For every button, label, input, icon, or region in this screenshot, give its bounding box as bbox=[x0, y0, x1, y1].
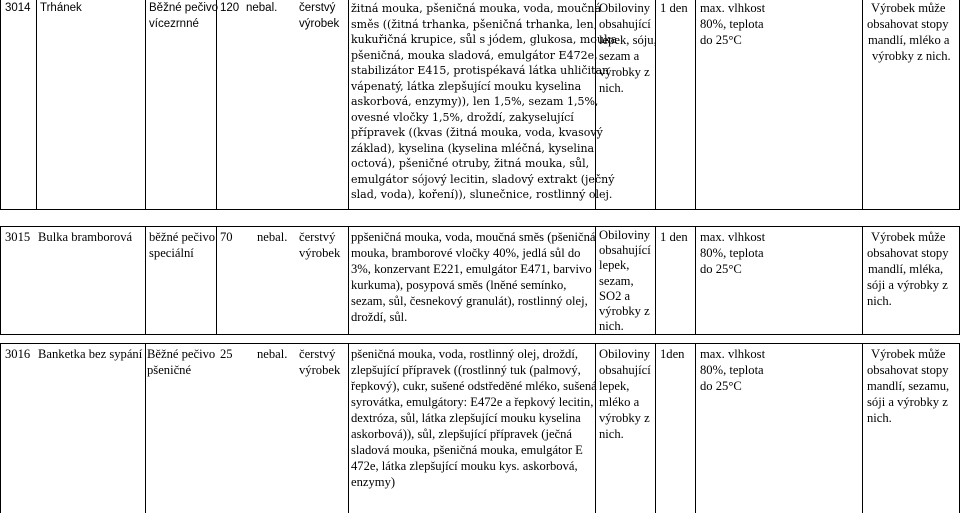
shelf-life: 1 den bbox=[660, 230, 688, 244]
storage-line: max. vlhkost bbox=[700, 347, 766, 361]
allergens-line: lepek, sóju, bbox=[599, 33, 657, 47]
packaging-cell bbox=[243, 226, 290, 335]
storage-line: do 25°C bbox=[700, 262, 742, 276]
may-contain-cell bbox=[862, 0, 960, 210]
may-contain-line: mandlí, sezamu, bbox=[867, 379, 950, 393]
may-contain-line: sóji a výrobky z bbox=[867, 278, 948, 292]
may-contain-line: nich. bbox=[867, 411, 892, 425]
allergens-line: Obiloviny bbox=[599, 228, 651, 242]
product-code: 3014 bbox=[5, 2, 31, 14]
ingredients-line: dextróza, sůl, látka zlepšující mouku kyselina bbox=[351, 411, 581, 425]
table-row bbox=[0, 343, 960, 513]
ingredients-line: sezam, sůl, česnekový granulát), rostlinný olej, bbox=[351, 294, 588, 308]
packaging-cell bbox=[243, 343, 290, 513]
ingredients-line: emulgátor sójový lecitin, sladový extrakt (ječný bbox=[351, 172, 615, 186]
weight-cell bbox=[216, 0, 243, 210]
filler-cell bbox=[767, 0, 862, 210]
storage-cell bbox=[695, 0, 767, 210]
may-contain-line: výrobky z nich. bbox=[872, 49, 951, 63]
ingredients-line: stabilizátor E415, protispékavá látka uhličitan bbox=[351, 64, 610, 77]
category-line: pšeničné bbox=[147, 363, 192, 377]
allergens-line: obsahující bbox=[599, 363, 651, 377]
allergens-line: obsahující bbox=[599, 243, 651, 258]
allergens-line: Obiloviny bbox=[599, 1, 651, 15]
ingredients-line: řepkový), cukr, sušené odstředěné mléko, sušená bbox=[351, 379, 597, 393]
allergens-line: sezam, bbox=[599, 273, 634, 288]
allergens-line: obsahující bbox=[599, 17, 651, 31]
ingredients-line: slad, voda), koření)), slunečnice, rostlinný olej. bbox=[351, 188, 613, 201]
may-contain-line: sóji a výrobky z bbox=[867, 395, 948, 409]
may-contain-cell bbox=[862, 226, 960, 335]
may-contain-line: Výrobek může bbox=[871, 347, 946, 361]
packaging: nebal. bbox=[257, 230, 288, 244]
may-contain-line: Výrobek může bbox=[871, 1, 946, 15]
name-cell bbox=[36, 226, 145, 335]
weight: 120 bbox=[220, 2, 240, 14]
state-line: čerstvý bbox=[299, 230, 336, 244]
allergens-line: výrobky z bbox=[599, 303, 650, 318]
ingredients-line: askorbová)), sůl, zlepšující přípravek (ječná bbox=[351, 427, 573, 441]
ingredients-line: směs ((žitná trhanka, pšeničná trhanka, len, bbox=[351, 17, 598, 31]
code-cell bbox=[0, 226, 36, 335]
filler-cell bbox=[767, 226, 862, 335]
state-line: výrobek bbox=[299, 363, 341, 377]
code-cell bbox=[0, 343, 36, 513]
may-contain-line: obsahovat stopy bbox=[867, 17, 949, 31]
allergens-line: lepek, bbox=[599, 379, 630, 393]
storage-line: 80%, teplota bbox=[700, 17, 764, 31]
state-cell bbox=[290, 0, 348, 210]
shelf-life-cell bbox=[655, 343, 695, 513]
packaging: nebal. bbox=[246, 2, 278, 14]
may-contain-line: nich. bbox=[867, 294, 892, 308]
shelf-life-cell bbox=[655, 0, 695, 210]
ingredients-line: 472e, látka zlepšující mouku kys. askorbová, bbox=[351, 459, 578, 473]
weight-cell bbox=[216, 343, 243, 513]
may-contain-line: mandlí, mléka, bbox=[868, 262, 944, 276]
allergens-line: Obiloviny bbox=[599, 347, 651, 361]
shelf-life: 1 den bbox=[660, 1, 688, 15]
allergens-cell bbox=[595, 0, 655, 210]
shelf-life: 1den bbox=[660, 347, 685, 361]
category-line: Běžné pečivo bbox=[149, 2, 219, 14]
category-cell bbox=[145, 226, 216, 335]
allergens-line: sezam a bbox=[599, 49, 640, 63]
category-line: vícezrnné bbox=[149, 18, 199, 30]
may-contain-line: obsahovat stopy bbox=[867, 363, 949, 377]
category-line: speciální bbox=[149, 246, 194, 260]
state-line: čerstvý bbox=[299, 347, 336, 361]
allergens-line: SO2 a bbox=[599, 288, 631, 303]
allergens-line: lepek, bbox=[599, 258, 630, 273]
ingredients-cell bbox=[348, 226, 595, 335]
ingredients-line: syrovátka, emulgátory: E472e a řepkový lecitin, bbox=[351, 395, 594, 409]
category-line: běžné pečivo bbox=[149, 230, 216, 244]
allergens-line: nich. bbox=[599, 427, 624, 441]
storage-line: max. vlhkost bbox=[700, 1, 766, 15]
ingredients-line: sladová mouka, pšeničná mouka, emulgátor E bbox=[351, 443, 583, 457]
category-line: Běžné pečivo bbox=[147, 347, 216, 361]
ingredients-line: ppšeničná mouka, voda, moučná směs (pšeničná bbox=[351, 230, 596, 244]
storage-cell bbox=[695, 343, 767, 513]
allergens-cell bbox=[595, 226, 655, 335]
ingredients-line: kukuřičná krupice, sůl s jódem, glukosa, mouka bbox=[351, 33, 618, 46]
ingredients-line: pšeničná, mouka sladová, emulgátor E472e, bbox=[351, 48, 598, 62]
ingredients-line: ovesné vločky 1,5%, droždí, zakyselující bbox=[351, 110, 574, 124]
may-contain-cell bbox=[862, 343, 960, 513]
may-contain-line: mandlí, mléko a bbox=[868, 33, 950, 47]
allergens-line: výrobky z bbox=[599, 411, 650, 425]
ingredients-line: enzymy) bbox=[351, 475, 396, 489]
allergens-line: výrobky z bbox=[599, 65, 650, 79]
table-row bbox=[0, 226, 960, 335]
storage-cell bbox=[695, 226, 767, 335]
may-contain-line: Výrobek může bbox=[871, 230, 946, 244]
state-line: čerstvý bbox=[299, 2, 336, 14]
state-cell bbox=[290, 226, 348, 335]
shelf-life-cell bbox=[655, 226, 695, 335]
product-code: 3016 bbox=[5, 347, 31, 361]
code-cell bbox=[0, 0, 36, 210]
ingredients-line: droždí, sůl. bbox=[351, 310, 408, 324]
storage-line: 80%, teplota bbox=[700, 363, 764, 377]
weight: 70 bbox=[220, 230, 233, 244]
ingredients-line: žitná mouka, pšeničná mouka, voda, moučná bbox=[351, 2, 602, 15]
ingredients-line: zlepšující přípravek ((rostlinný tuk (palmový, bbox=[351, 363, 581, 377]
state-cell bbox=[290, 343, 348, 513]
packaging: nebal. bbox=[257, 347, 288, 361]
packaging-cell bbox=[243, 0, 290, 210]
state-line: výrobek bbox=[299, 246, 341, 260]
table-row bbox=[0, 0, 960, 210]
product-name: Trhánek bbox=[40, 2, 82, 14]
allergens-line: nich. bbox=[599, 319, 624, 333]
weight-cell bbox=[216, 226, 243, 335]
ingredients-line: základ), kyselina (kyselina mléčná, kyselina bbox=[351, 141, 595, 155]
ingredients-line: kurkuma), posypová směs (lněné semínko, bbox=[351, 278, 567, 292]
name-cell bbox=[36, 0, 145, 210]
allergens-line: mléko a bbox=[599, 395, 640, 409]
ingredients-line: mouka, bramborové vločky 40%, jedlá sůl do bbox=[351, 246, 581, 260]
allergens-line: nich. bbox=[599, 81, 624, 95]
category-cell bbox=[145, 0, 219, 210]
ingredients-line: vápenatý, látka zlepšující mouku kyselina bbox=[351, 79, 582, 93]
product-name: Banketka bez sypání bbox=[38, 347, 143, 361]
filler-cell bbox=[767, 343, 862, 513]
ingredients-cell bbox=[348, 343, 595, 513]
ingredients-line: askorbová, enzymy)), len 1,5%, sezam 1,5%, bbox=[351, 95, 599, 108]
ingredients-line: octová), pšeničné otruby, žitná mouka, sůl, bbox=[351, 157, 590, 170]
storage-line: do 25°C bbox=[700, 33, 742, 47]
product-name: Bulka bramborová bbox=[38, 230, 133, 244]
category-cell bbox=[145, 343, 216, 513]
product-code: 3015 bbox=[5, 230, 31, 244]
allergens-cell bbox=[595, 343, 655, 513]
ingredients-line: 3%, konzervant E221, emulgátor E471, barvivo bbox=[351, 262, 592, 276]
name-cell bbox=[36, 343, 145, 513]
storage-line: do 25°C bbox=[700, 379, 742, 393]
storage-line: max. vlhkost bbox=[700, 230, 766, 244]
weight: 25 bbox=[220, 347, 233, 361]
ingredients-line: pšeničná mouka, voda, rostlinný olej, droždí, bbox=[351, 347, 578, 361]
state-line: výrobek bbox=[299, 18, 340, 30]
ingredients-line: přípravek ((kvas (žitná mouka, voda, kvasový bbox=[351, 126, 603, 139]
may-contain-line: obsahovat stopy bbox=[867, 246, 949, 260]
storage-line: 80%, teplota bbox=[700, 246, 764, 260]
